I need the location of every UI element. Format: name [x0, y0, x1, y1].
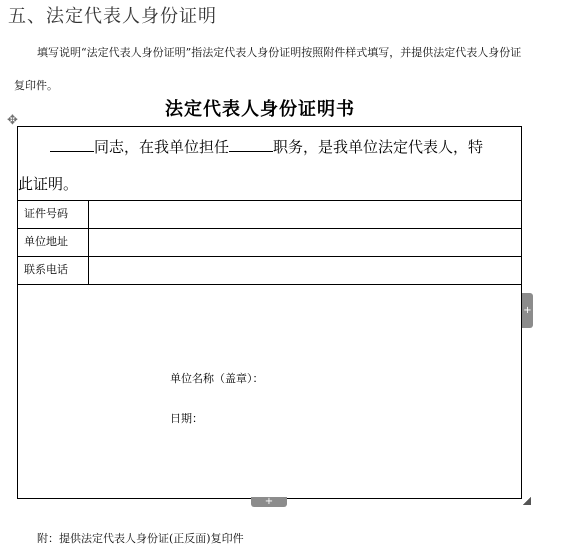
footnote: 附：提供法定代表人身份证(正反面)复印件 [37, 532, 244, 545]
phone-field[interactable] [89, 257, 521, 284]
add-column-handle[interactable] [522, 293, 533, 328]
form-title: 法定代表人身份证明书 [165, 99, 355, 120]
phone-label: 联系电话 [18, 257, 89, 284]
instructions-text: 填写说明“法定代表人身份证明”指法定代表人身份证明按照附件样式填写，并提供法定代表人身份证复印件。 [14, 46, 522, 92]
statement-part-1: 同志，在我单位担任 [94, 138, 230, 156]
add-row-handle[interactable] [251, 497, 287, 507]
section-heading: 五、法定代表人身份证明 [8, 6, 217, 27]
table-row-phone [18, 257, 521, 285]
table-resize-icon[interactable] [523, 497, 531, 505]
statement-part-2: 职务，是我单位法定代表人，特 [273, 138, 484, 156]
date-label: 日期： [170, 412, 203, 425]
table-row-address [18, 229, 521, 257]
plus-icon: + [264, 496, 274, 507]
id-number-field[interactable] [89, 201, 521, 228]
address-field[interactable] [89, 229, 521, 256]
name-blank[interactable] [50, 131, 94, 152]
position-blank[interactable] [229, 131, 273, 152]
address-label: 单位地址 [18, 229, 89, 256]
form-table [17, 126, 522, 499]
statement-line-2: 此证明。 [18, 175, 79, 193]
statement-cell[interactable] [18, 127, 521, 201]
table-row-id-number [18, 201, 521, 229]
org-seal-label: 单位名称（盖章）： [170, 372, 264, 385]
id-number-label: 证件号码 [18, 201, 89, 228]
plus-icon: + [523, 305, 532, 316]
table-move-icon[interactable]: ✥ [7, 113, 18, 128]
statement-line-1 [50, 128, 483, 166]
